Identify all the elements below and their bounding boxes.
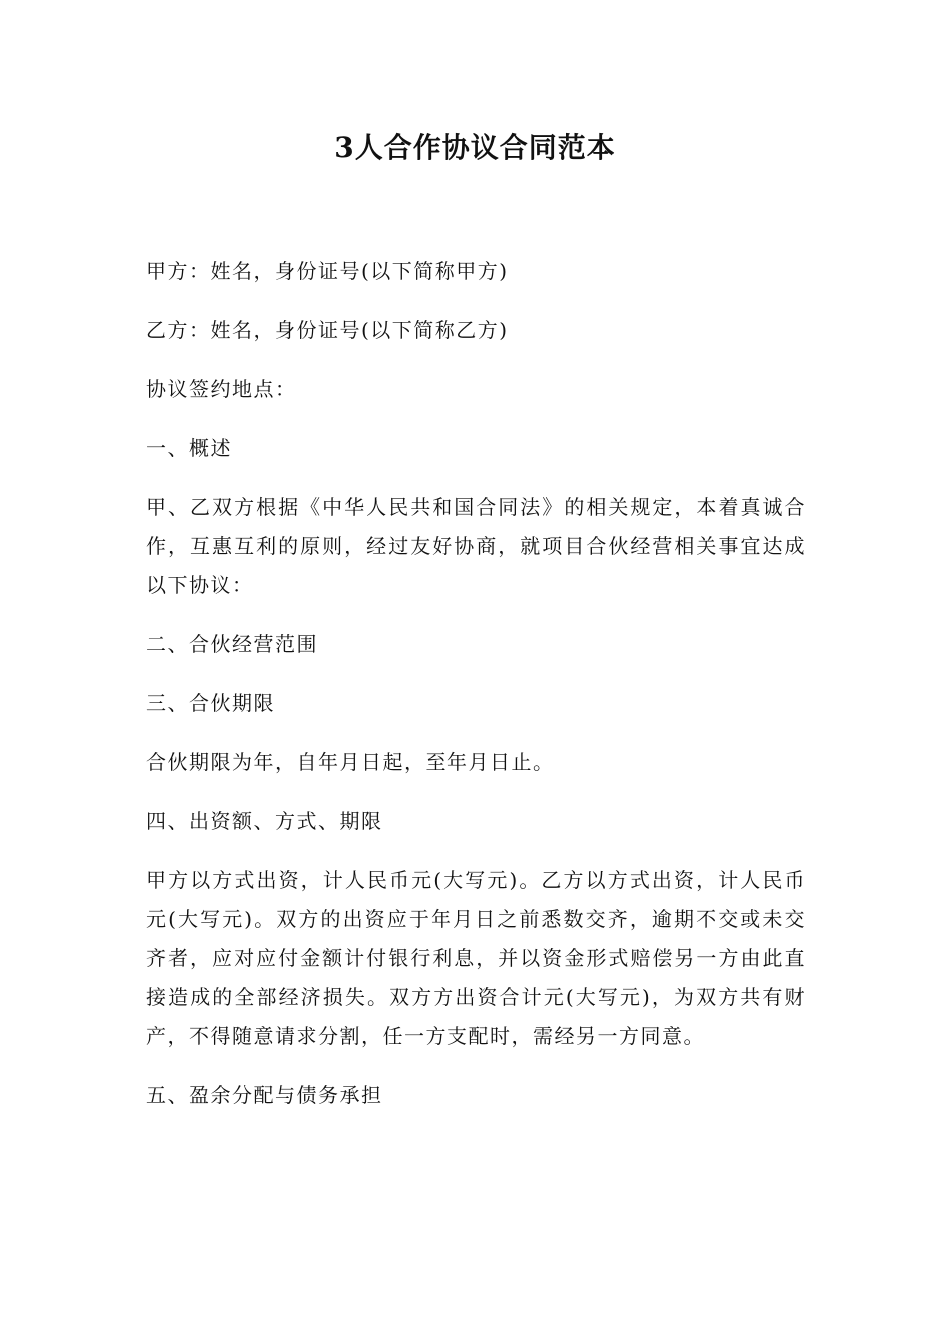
capital-paragraph: 甲方以方式出资，计人民币元(大写元)。乙方以方式出资，计人民币元(大写元)。双方的出资应于年月日之前悉数交齐，逾期不交或未交齐者，应对应付金额计付银行利息，并以资金形式赔偿另一方由此直接造成的全部经济损失。双方方出资合计元(大写元)，为双方共有财产，不得随意请求分割，任一方支配时，需经另一方同意。 (146, 868, 806, 1048)
document-body (146, 252, 806, 1135)
party-b-line: 乙方：姓名，身份证号(以下简称乙方) (146, 318, 509, 342)
term-paragraph: 合伙期限为年，自年月日起，至年月日止。 (146, 750, 555, 774)
section-heading-profit: 五、盈余分配与债务承担 (146, 1083, 383, 1107)
section-heading-overview: 一、概述 (146, 436, 232, 460)
signing-location-line: 协议签约地点： (146, 377, 297, 401)
document-title: 3人合作协议合同范本 (334, 131, 616, 164)
section-heading-term: 三、合伙期限 (146, 691, 275, 715)
section-heading-scope: 二、合伙经营范围 (146, 632, 318, 656)
party-a-line: 甲方：姓名，身份证号(以下简称甲方) (146, 259, 509, 283)
section-heading-capital: 四、出资额、方式、期限 (146, 809, 383, 833)
overview-paragraph: 甲、乙双方根据《中华人民共和国合同法》的相关规定，本着真诚合作，互惠互利的原则，经过友好协商，就项目合伙经营相关事宜达成以下协议： (146, 495, 806, 597)
